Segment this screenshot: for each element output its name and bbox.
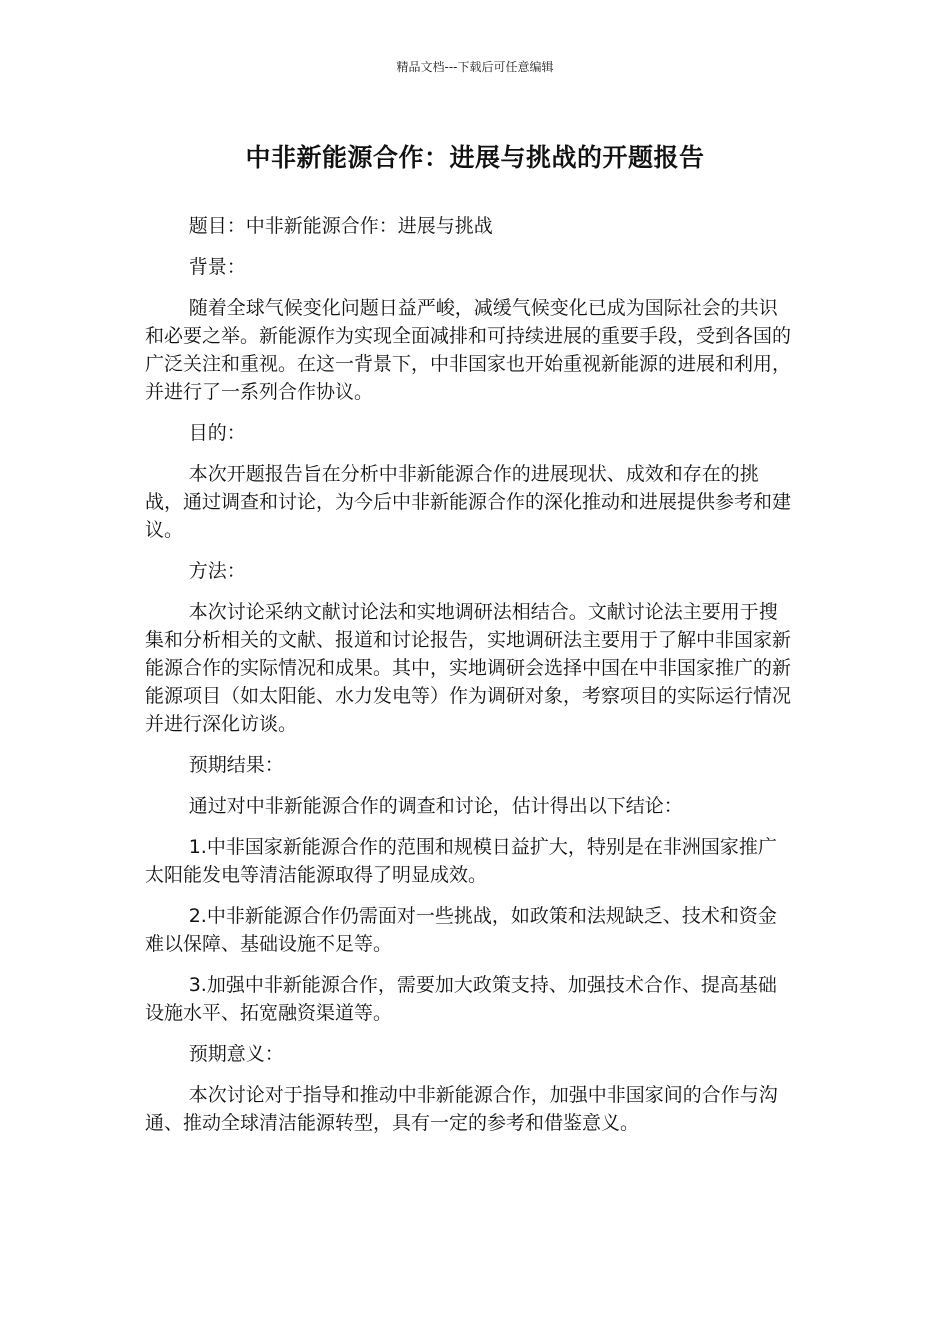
- expected-results-intro: 通过对中非新能源合作的调查和讨论，估计得出以下结论：: [188, 795, 683, 817]
- significance-paragraph: 本次讨论对于指导和推动中非新能源合作，加强中非国家间的合作与沟通、推动全球清洁能源转型，具有一定的参考和借鉴意义。: [145, 1084, 778, 1134]
- header-note: 精品文档---下载后可任意编辑: [396, 60, 554, 74]
- conclusion-item-3: 3.加强中非新能源合作，需要加大政策支持、加强技术合作、提高基础设施水平、拓宽融资渠道等。: [145, 974, 777, 1024]
- conclusion-item-1: 1.中非国家新能源合作的范围和规模日益扩大，特别是在非洲国家推广太阳能发电等清洁能源取得了明显成效。: [145, 836, 777, 886]
- purpose-paragraph: 本次开题报告旨在分析中非新能源合作的进展现状、成效和存在的挑战，通过调查和讨论，为今后中非新能源合作的深化推动和进展提供参考和建议。: [145, 463, 792, 541]
- background-paragraph: 随着全球气候变化问题日益严峻，减缓气候变化已成为国际社会的共识和必要之举。新能源作为实现全面减排和可持续进展的重要手段，受到各国的广泛关注和重视。在这一背景下，中非国家也开始重视新能源的进展和利用，并进行了一系列合作协议。: [145, 297, 792, 403]
- document-title: 中非新能源合作：进展与挑战的开题报告: [245, 143, 705, 172]
- topic-line: 题目：中非新能源合作：进展与挑战: [188, 215, 493, 237]
- section-heading-background: 背景：: [188, 256, 246, 278]
- section-heading-method: 方法：: [188, 560, 246, 582]
- document-body: [145, 212, 795, 1150]
- section-heading-expected-results: 预期结果：: [188, 754, 284, 776]
- method-paragraph: 本次讨论采纳文献讨论法和实地调研法相结合。文献讨论法主要用于搜集和分析相关的文献、报道和讨论报告，实地调研法主要用于了解中非国家新能源合作的实际情况和成果。其中，实地调研会选择中国在中非国家推广的新能源项目（如太阳能、水力发电等）作为调研对象，考察项目的实际运行情况并进行深化访谈。: [145, 601, 792, 735]
- conclusion-item-2: 2.中非新能源合作仍需面对一些挑战，如政策和法规缺乏、技术和资金难以保障、基础设施不足等。: [145, 905, 777, 955]
- section-heading-purpose: 目的：: [188, 422, 246, 444]
- section-heading-significance: 预期意义：: [188, 1043, 284, 1065]
